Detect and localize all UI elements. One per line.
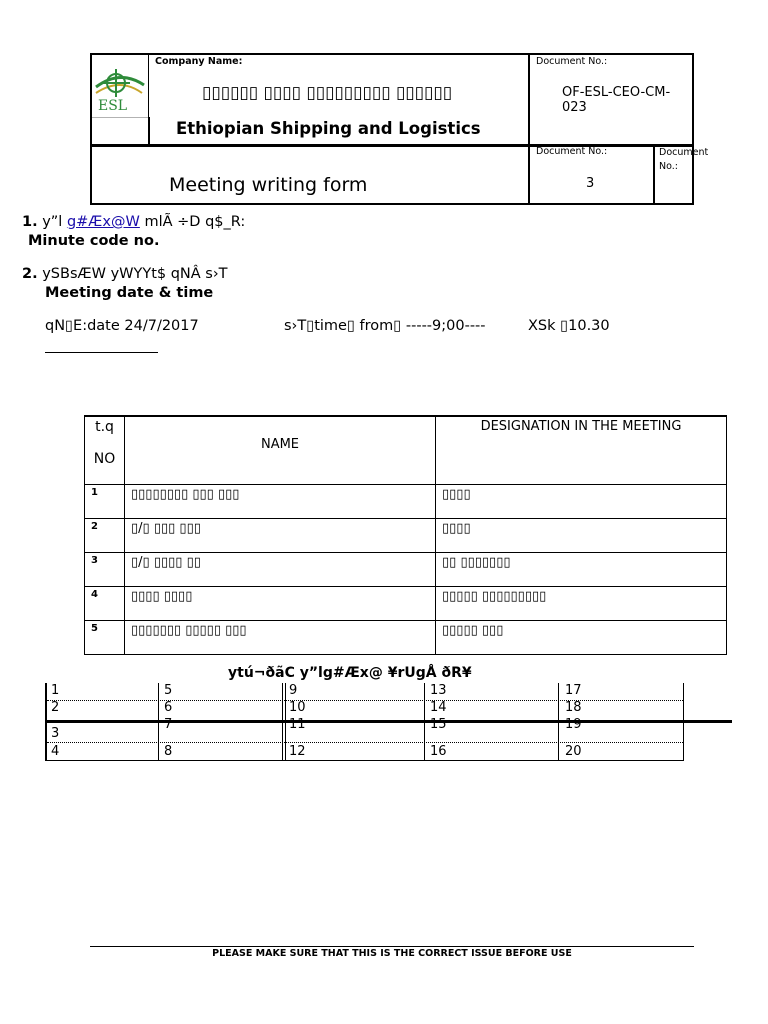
attendance-cell: 1 [51, 683, 60, 698]
participants-table [84, 415, 727, 655]
attendance-cell: 16 [430, 744, 447, 759]
row-name: ▯▯▯▯▯▯▯▯ ▯▯▯ ▯▯▯ [125, 484, 436, 518]
attendance-cell: 6 [164, 700, 173, 715]
attendance-cell: 15 [430, 717, 447, 732]
page-label: Document No.: [659, 147, 709, 172]
date-underline [45, 352, 158, 353]
document-header [90, 53, 709, 205]
table-row [85, 620, 727, 654]
meeting-date-amharic: ySBsÆW yWYYt$ qNÂ s›T [42, 266, 228, 282]
table-row [85, 484, 727, 518]
company-name: Ethiopian Shipping and Logistics [176, 119, 481, 138]
attendance-cell: 13 [430, 683, 447, 698]
doc-no-label: Document No.: [536, 56, 608, 67]
header-designation: DESIGNATION IN THE MEETING [436, 416, 727, 484]
meeting-time-from: s›T▯time▯ from▯ -----9;00---- [284, 318, 486, 334]
section-1-number: 1. [22, 214, 38, 230]
section-2-number: 2. [22, 266, 38, 282]
meeting-date-value: qN▯E:date 24/7/2017 [45, 318, 199, 334]
attendance-cell: 5 [164, 683, 173, 698]
row-no: 5 [85, 620, 125, 654]
row-no: 2 [85, 518, 125, 552]
row-name: ▯/▯ ▯▯▯▯ ▯▯ [125, 552, 436, 586]
attendance-grid [45, 683, 685, 761]
attendance-cell: 8 [164, 744, 173, 759]
attendance-cell: 20 [565, 744, 582, 759]
attendance-cell: 3 [51, 726, 60, 741]
attendance-cell: 12 [289, 744, 306, 759]
header-name: NAME [125, 416, 436, 484]
attendance-cell: 18 [565, 700, 582, 715]
row-name: ▯▯▯▯▯▯▯ ▯▯▯▯▯ ▯▯▯ [125, 620, 436, 654]
table-row [85, 552, 727, 586]
doc-no-value: OF-ESL-CEO-CM-023 [562, 85, 671, 115]
row-no: 3 [85, 552, 125, 586]
minute-code-amharic-pre: y”l [42, 214, 67, 230]
attendance-cell: 7 [164, 717, 173, 732]
minute-code-link[interactable]: g#Æx@W [66, 214, 140, 230]
minute-code-line [22, 214, 245, 230]
minute-code-label: Minute code no. [28, 233, 160, 249]
participants-header-row [85, 416, 727, 484]
attendance-cell: 4 [51, 744, 60, 759]
meeting-date-label: Meeting date & time [45, 285, 214, 301]
minute-code-amharic-post: mlÃ ÷D q$_R: [139, 214, 246, 230]
attendance-cell: 11 [289, 717, 306, 732]
attendance-title: ytú¬ðãC y”lg#Æx@ ¥rUgÅ ðR¥ [228, 665, 472, 681]
company-logo [92, 63, 148, 115]
company-name-amharic: ▯▯▯▯▯▯ ▯▯▯▯ ▯▯▯▯▯▯▯▯▯ ▯▯▯▯▯▯ [202, 83, 453, 103]
form-title: Meeting writing form [169, 174, 368, 196]
header-no: t.q NO [85, 416, 125, 484]
row-name: ▯/▯ ▯▯▯ ▯▯▯ [125, 518, 436, 552]
row-no: 4 [85, 586, 125, 620]
meeting-time-to: XSk ▯10.30 [528, 318, 610, 334]
logo-text: ESL [98, 98, 128, 114]
company-name-label: Company Name: [155, 56, 243, 67]
attendance-cell: 19 [565, 717, 582, 732]
meeting-date-line [22, 266, 228, 282]
footer-notice: PLEASE MAKE SURE THAT THIS IS THE CORRECT ISSUE BEFORE USE [212, 948, 572, 959]
attendance-cell: 10 [289, 700, 306, 715]
row-name: ▯▯▯▯ ▯▯▯▯ [125, 586, 436, 620]
footer-rule [90, 946, 694, 947]
attendance-cell: 14 [430, 700, 447, 715]
row-designation: ▯▯▯▯ [436, 518, 727, 552]
row-designation: ▯▯▯▯▯ ▯▯▯▯▯▯▯▯▯ [436, 586, 727, 620]
row-designation: ▯▯ ▯▯▯▯▯▯▯ [436, 552, 727, 586]
table-row [85, 586, 727, 620]
row-designation: ▯▯▯▯▯ ▯▯▯ [436, 620, 727, 654]
attendance-cell: 2 [51, 700, 60, 715]
attendance-cell: 9 [289, 683, 298, 698]
table-row [85, 518, 727, 552]
attendance-cell: 17 [565, 683, 582, 698]
row-no: 1 [85, 484, 125, 518]
issue-label: Document No.: [536, 146, 608, 157]
row-designation: ▯▯▯▯ [436, 484, 727, 518]
issue-value: 3 [586, 176, 595, 191]
